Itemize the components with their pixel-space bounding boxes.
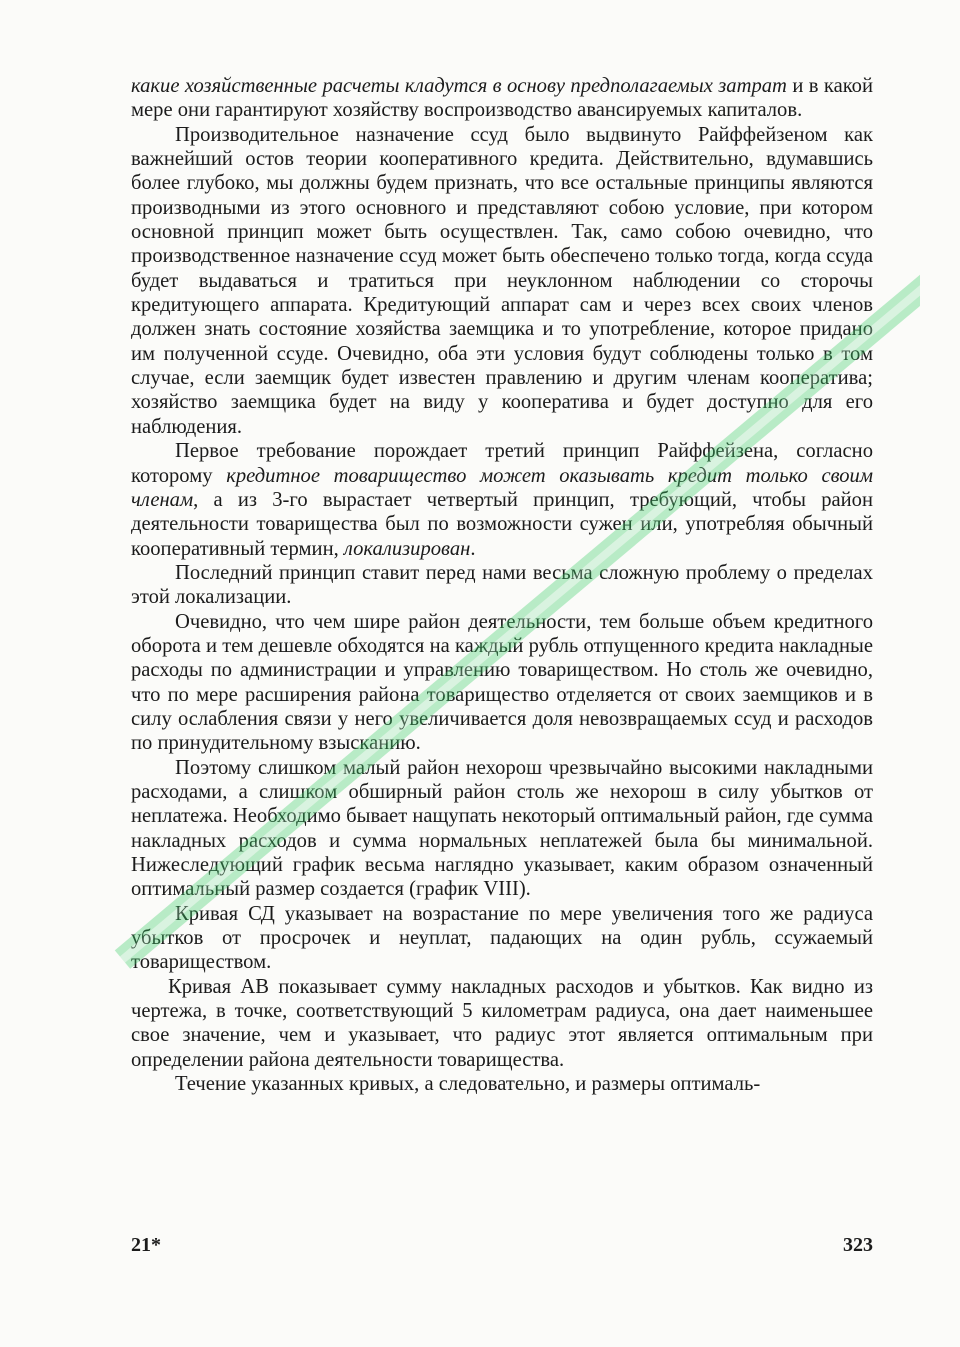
paragraph (131, 756, 873, 902)
paragraph (131, 123, 873, 439)
italic-text: какие хозяйственные расчеты кладутся в основу предполагаемых затрат (131, 75, 787, 97)
body-text (131, 74, 873, 1096)
paragraph (131, 561, 873, 610)
italic-text: кредитное товарищество может оказывать кредит только своим членам (131, 464, 873, 511)
text-run: и в какой мере они гарантируют хозяйству воспроизводство авансируемых капиталов. (131, 75, 873, 122)
italic-text: локализирован (343, 537, 471, 560)
page-number: 323 (843, 1234, 873, 1256)
text-run: Поэтому слишком малый район нехорош чрезвычайно высокими накладными расходами, а слишком обширный район столь же нехорош в силу убытков от неплатежа. Необходимо бывает нащупать некоторый оптимальный район, где сумма накладных расходов и сумма нормальных неплатежей была бы минимальной. Нижеследующий график весьма наглядно указывает, каким образом означенный оптимальный размер создается (график VIII). (131, 756, 873, 901)
paragraph (131, 902, 873, 975)
text-run: Первое требование порождает третий принцип Райффейзена, согласно которому (131, 440, 873, 487)
paragraph (131, 610, 873, 756)
text-run: Кривая АВ показывает сумму накладных расходов и убытков. Как видно из чертежа, в точке, соответствующий 5 километрам радиуса, она дает наименьшее свое значение, чем и указывает, что радиус этот является оптимальным при определении района деятельности товарищества. (131, 975, 873, 1071)
text-run: , а из 3-го вырастает четвертый принцип, требующий, чтобы район деятельности товарищества был по возможности сужен или, употребляя обычный кооперативный термин, (131, 488, 873, 560)
text-run: Последний принцип ставит перед нами весьма сложную проблему о пределах этой локализации. (131, 561, 873, 609)
signature-mark: 21* (131, 1234, 161, 1256)
text-run: Течение указанных кривых, а следовательно, и размеры оптималь- (175, 1073, 761, 1096)
paragraph (131, 74, 873, 123)
paragraph (131, 439, 873, 561)
text-run: Производительное назначение ссуд было выдвинуто Райффейзеном как важнейший остов теории кооперативного кредита. Действительно, вдумавшись более глубоко, мы должны будем признать, что все остальные принципы являются производными из этого основного и представляют собою условие, при котором основной принцип может быть осуществлен. Так, само собою очевидно, что производственное назначение ссуд может быть обеспечено только тогда, когда ссуда будет выдаваться и тратиться при неуклонном наблюдении со сторочы кредитующего аппарата. Кредитующий аппарат сам и через всех своих членов должен знать состояние хозяйства заемщика и то употребление, которое придано им полученной ссуде. Очевидно, оба эти условия будут соблюдены только в том случае, если заемщик будет известен правлению и другим членам кооператива; хозяйство заемщика будет на виду у кооператива и будет доступно для его наблюдения. (131, 123, 873, 438)
text-run: . (470, 537, 476, 560)
text-run: Кривая СД указывает на возрастание по мере увеличения того же радиуса убытков от просрочек и неуплат, падающих на один рубль, ссужаемый товариществом. (131, 902, 873, 974)
text-run: Очевидно, что чем шире район деятельности, тем больше объем кредитного оборота и тем дешевле обходятся на каждый рубль отпущенного кредита накладные расходы по администрации и управлению товариществом. Но столь же очевидно, что по мере расширения района товарищество отделяется от своих заемщиков и в силу ослабления связи у него увеличивается доля невозвращаемых ссуд и расходов по принудительному взысканию. (131, 610, 873, 755)
paragraph (131, 1072, 873, 1096)
page-footer (131, 1234, 873, 1260)
paragraph (131, 975, 873, 1072)
